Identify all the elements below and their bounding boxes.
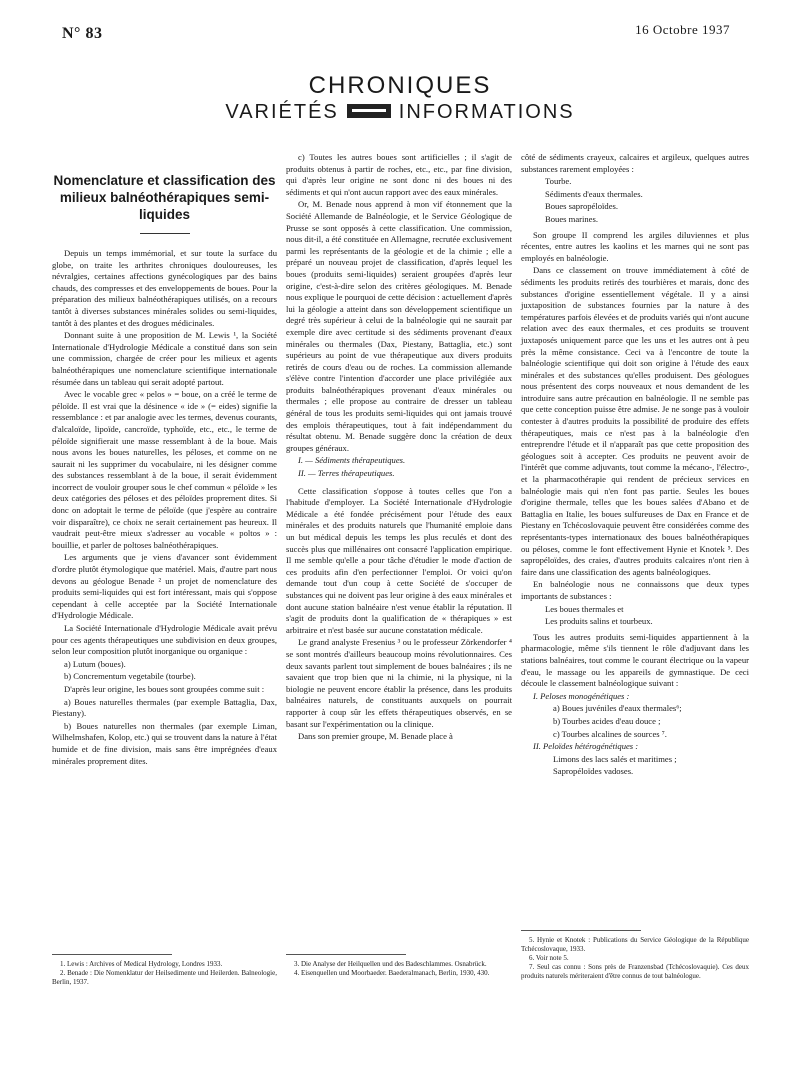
issue-number: N° 83 (62, 25, 103, 42)
paragraph: En balnéologie nous ne connaissons que deux types importants de substances : (521, 579, 749, 601)
classification-item: Limons des lacs salés et maritimes ; (553, 753, 677, 764)
paragraph: Le grand analyste Fresenius ³ ou le professeur Zörkendorfer ⁴ se sont montrés d'ailleurs beaucoup moins révolutionnaires. Ces deux savants parlent tout simplement de boues balnéaires ; ils ne savaient que trop bien que ni la chimie, ni la physique, ni la biologie ne peuvent encore établir la présence, dans les produits balnéaires naturels, de constituants auxquels on pourrait rapporter à coup sûr les effets thérapeutiques observés, en se basant sur l'expérimentation ou la clinique. (286, 637, 512, 729)
footnotes-col-1 (52, 960, 277, 987)
list-item: Sédiments d'eaux thermales. (545, 188, 643, 199)
masthead-logo-icon (347, 104, 391, 118)
footnotes-col-3 (521, 936, 749, 981)
paragraph: c) Toutes les autres boues sont artificielles ; il s'agit de produits obtenus à partir de roches, etc., etc., par fine division, qui d'après leur origine ne sont donc ni des boues ni des sédiments et qui n'ont aucun rapport avec des eaux minérales. (286, 152, 512, 197)
footnotes-col-2 (286, 960, 512, 978)
masthead-varietes: VARIÉTÉS (225, 101, 339, 123)
column-2 (286, 152, 512, 744)
footnote: 7. Seul cas connu : Sons près de Franzensbad (Tchécoslovaquie). Ces deux produits naturels mériteraient d'être connus de tout balnéologue. (521, 963, 749, 980)
paragraph: Avec le vocable grec « pelos » = boue, on a créé le terme de péloïde. Il est vrai que la désinence « ide » (= eides) signifie la ressemblance : et par analogie avec les termes, devenus courants, d'alcaloïde, lipoïde, cancroïde, typhoïde, etc., etc., le terme de péloïde signifierait une masse ressemblant à de la boue. Mais nous avons les boues naturelles, les péloses, et comme on ne saurait ni les supprimer du vocabulaire, ni les désigner comme des substances ressemblant à de la boue, il serait évidemment incorrect de vouloir grouper sous le chef commun « péloïde » les deux catégories des péloses et des péloïdes proprement dites. Si donc on adoptait le terme de péloïde (que j'espère au contraire voir disparaître), ce choix ne serait certainement pas heureux. Il vaudrait peut-être mieux s'adresser au vocable « poltos » : bouillie, et parler de poltoses balnéothérapiques. (52, 389, 277, 550)
list-item: a) Lutum (boues). (64, 658, 126, 669)
paragraph: Cette classification s'oppose à toutes celles que l'on a l'habitude d'employer. La Société Internationale d'Hydrologie Médicale a été fondée précisément pour l'étude des eaux minérales et des produits naturels que l'humanité emploie dans un but médical depuis les temps les plus reculés et dont des succès plus que millénaires ont consacré l'application empirique. Il me semble qu'elle a pour tâche d'étudier le mode d'action de ces produits afin d'en perfectionner l'emploi. Or voici qu'on demande tout d'un coup à cette Société de s'occuper de substances qui ne doivent pas leur origine à des eaux minérales et dont aucune station balnéaire n'est venue établir la réputation. Il s'agit de produits dont la qualification de « thérapiques » est arbitraire et n'est basée sur aucune constatation médicale. (286, 485, 512, 635)
paragraph: Son groupe II comprend les argiles diluviennes et plus récentes, entre autres les kaolins et les marnes qui ne sont pas employés en balnéologie. (521, 229, 749, 263)
column-1 (52, 152, 277, 768)
footnote: 3. Die Analyse der Heilquellen und des Badeschlammes. Osnabrück. (294, 960, 487, 968)
footnote-rule (521, 930, 641, 931)
paragraph: La Société Internationale d'Hydrologie Médicale avait prévu pour ces agents thérapeutiques une subdivision en deux groupes, selon leur composition plutôt inorganique ou organique : (52, 623, 277, 657)
list-item: II. — Terres thérapeutiques. (298, 468, 395, 479)
paragraph: Les arguments que je viens d'avancer sont évidemment d'ordre plutôt étymologique que matériel. Mais, d'autre part nous devons au géologue Benade ² un projet de nomenclature des produits semi-liquides qui est fort intéressant, mais qui s'oppose cependant à celle acceptée par la Société Internationale d'Hydrologie Médicale. (52, 552, 277, 621)
masthead-title: CHRONIQUES (308, 72, 492, 99)
column-3 (521, 152, 749, 779)
paragraph: Dans son premier groupe, M. Benade place à (298, 731, 453, 742)
footnote-rule (286, 954, 406, 955)
list-item: I. — Sédiments thérapeutiques. (298, 455, 406, 466)
footnote-rule (52, 954, 172, 955)
classification-item: b) Tourbes acides d'eau douce ; (553, 715, 661, 726)
paragraph: Tous les autres produits semi-liquides appartiennent à la pharmacologie, même s'ils tiennent le rôle d'adjuvant dans les stations balnéaires, tout comme le courant électrique ou la vapeur d'eau, le massage ou les appareils de gymnastique. De ceci découle le classement balnéologique suivant : (521, 631, 749, 689)
classification-item: a) Boues juvéniles d'eaux thermales⁶; (553, 703, 682, 714)
footnote: 2. Benade : Die Nomenklatur der Heilsedimente und Heilerden. Balneologie, Berlin, 1937. (52, 969, 277, 986)
footnote: 5. Hynie et Knotek : Publications du Service Géologique de la République Tchécoslovaque, 1933. (521, 936, 749, 953)
classification-item: c) Tourbes alcalines de sources ⁷. (553, 728, 667, 739)
classification-item: II. Peloïdes hétérogénétiques : (533, 741, 639, 752)
footnote: 6. Voir note 5. (529, 954, 569, 962)
list-item: a) Boues naturelles thermales (par exemple Battaglia, Dax, Piestany). (52, 696, 277, 719)
paragraph: côté de sédiments crayeux, calcaires et argileux, quelques autres substances rarement employées : (521, 152, 749, 174)
list-item: b) Boues naturelles non thermales (par exemple Liman, Wilhelmshafen, Kolop, etc.) qui se trouvent dans la nature à l'état humide et de fine division, mais sans être imprégnées d'eaux minérales proprement dites. (52, 720, 277, 766)
paragraph: D'après leur origine, les boues sont groupées comme suit : (64, 683, 265, 694)
title-rule (140, 233, 190, 234)
footnote: 1. Lewis : Archives of Medical Hydrology, Londres 1933. (60, 960, 223, 968)
list-item: Les produits salins et tourbeux. (545, 616, 653, 627)
list-item: Les boues thermales et (545, 603, 624, 614)
paragraph: Dans ce classement on trouve immédiatement à côté de sédiments les produits retirés des tourbières et marais, donc des substances d'origine essentiellement végétale. Il y a ainsi juxtaposition de substances fournies par la nature à des températures parfois élevées et de produits variés qui n'ont aucune relation avec des eaux thermales, et ces produits se trouvent juxtaposés uniquement parce que les uns et les autres ont à peu près la même consistance. Ceci va à l'encontre de toute la balnéologie scientifique qui doit son origine à l'étude des eaux minérales et des substances qu'elles produisent. Des géologues nous présentent des corps nouveaux et nous demandent de les introduire sans autre précaution en balnéologie. Il ne semble pas que cette conception puisse être admise. Je ne songe pas à vouloir contester à d'autres produits la possibilité de produire des effets thérapeutiques, mais ce n'est pas à la balnéologie d'en entreprendre l'étude et il n'apparaît pas que cette proposition des géologues soit à accepter. Ces produits ne peuvent avoir de l'intérêt que comme adjuvants, tout comme la mécano-, l'électro-, et la pharmacothérapie qui rendent de précieux services en balnéologie mais qui n'en font pas partie. Seules les boues d'origine thermale, telles que les boues salées d'Abano et de Battaglia en Italie, les boues sulfureuses de Dax en France et de Piestany en Tchécoslovaquie peuvent être considérées comme des représentants-types internationaux des boues balnéothérapiques ou péloses, comme le font effectivement Hynie et Knotek ⁵. Des sapropéloïdes, des craies, d'autres produits calcaires n'ont rien à faire dans une classification des agents balnéologiques. (521, 265, 750, 577)
list-item: Boues marines. (545, 213, 598, 224)
list-item: b) Concrementum vegetabile (tourbe). (64, 671, 196, 682)
masthead-subtitle (0, 101, 800, 124)
article-title: Nomenclature et classification des milieux balnéothérapiques semi-liquides (53, 173, 276, 222)
classification-item: Sapropéloïdes vadoses. (553, 766, 634, 777)
classification-item: I. Peloses monogénétiques : (533, 690, 630, 701)
list-item: Tourbe. (545, 176, 572, 187)
masthead-informations: INFORMATIONS (398, 101, 575, 123)
paragraph: Or, M. Benade nous apprend à mon vif étonnement que la Société Allemande de Balnéologie, et le Service Géologique de Prusse se sont opposés à cette classification. Une commission, nous dit-il, a été constituée en Allemagne, recrutée exclusivement parmi les représentants de la géologie et de la chimie ; elle a préparé un nouveau projet de classification, d'après lequel les boues (produits semi-liquides) seraient groupées d'après leur origine, c'est-à-dire selon des critères géologiques. M. Benade nous explique le pourquoi de cette décision : actuellement d'après lui la géologie a atteint dans son développement scientifique un degré très supérieur à celui de la balnéologie qui ne saurait par exemple dire avec certitude si des sédiments provenant d'eaux minérales ou thermales (Dax, Piestany, Battaglia, etc.) sont supérieurs au point de vue thérapeutique aux divers produits retirés de cours d'eau ou de roches. La commission allemande s'élève contre l'intention d'accorder une place privilégiée aux produits balnéothérapiques provenant d'eaux minérales ou thermales ; elle propose au contraire de dresser un tableau général de tous les produits semi-liquides qui ont jamais trouvé des emplois thérapeutiques, tout à fait indépendamment du résultat obtenu. M. Benade suggère donc la création de deux groupes généraux. (286, 199, 512, 453)
footnote: 4. Eisenquellen und Moorbaeder. Baederalmanach, Berlin, 1930, 430. (294, 969, 490, 977)
paragraph: Depuis un temps immémorial, et sur toute la surface du globe, on traite les arthrites chroniques douloureuses, les névralgies, certaines affections gynécologiques par des bains chauds, des compresses et des enveloppements de boues. Pour la préparation des milieux balnéothérapiques utilisés, on a recours tantôt à diverses substances minérales solides ou semi-liquides, tantôt à des plantes et des drogues médicinales. (52, 248, 277, 328)
paragraph: Donnant suite à une proposition de M. Lewis ¹, la Société Internationale d'Hydrologie Médicale a constitué dans son sein une commission, chargée de créer pour les milieux et agents balnéothérapiques une nomenclature scientifique internationale résumée dans un tableau qui serait adopté partout. (52, 330, 277, 387)
issue-date: 16 Octobre 1937 (635, 22, 730, 37)
list-item: Boues sapropéloïdes. (545, 201, 619, 212)
